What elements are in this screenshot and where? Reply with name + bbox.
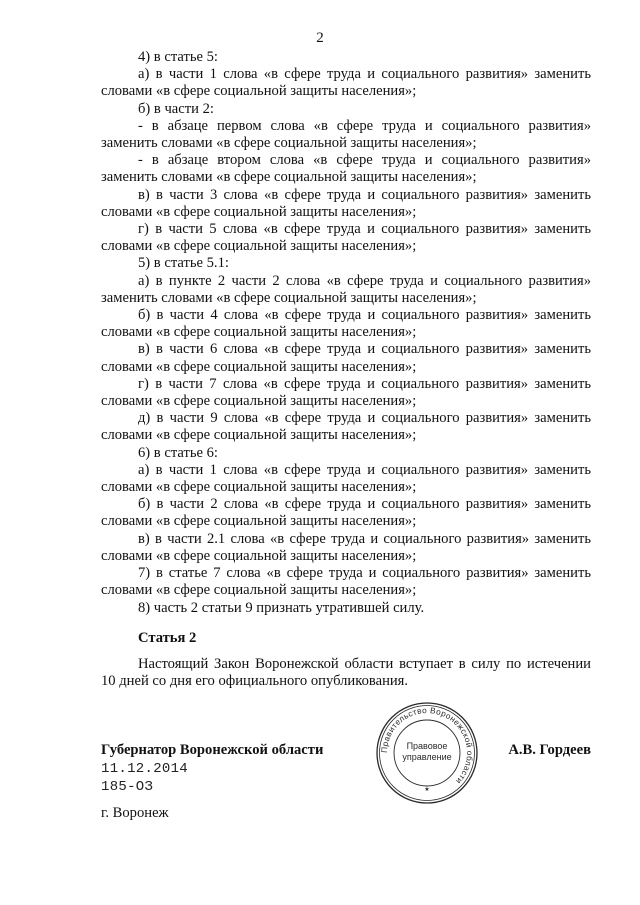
amendment-paragraph: д) в части 9 слова «в сфере труда и социального развития» заменить словами «в сфере социальной защиты населения»; xyxy=(101,410,591,444)
governor-name: А.В. Гордеев xyxy=(508,742,591,758)
city: г. Воронеж xyxy=(101,805,169,821)
amendment-paragraph: г) в части 7 слова «в сфере труда и социального развития» заменить словами «в сфере социальной защиты населения»; xyxy=(101,375,591,410)
amendment-paragraph: в) в части 6 слова «в сфере труда и социального развития» заменить словами «в сфере социальной защиты населения»; xyxy=(101,341,591,375)
page-number: 2 xyxy=(316,30,324,46)
amendment-paragraph: 4) в статье 5: xyxy=(138,49,218,65)
stamp-star-icon: ★ xyxy=(424,787,430,793)
amendment-paragraph: 7) в статье 7 слова «в сфере труда и социального развития» заменить словами «в сфере социальной защиты населения»; xyxy=(101,565,591,599)
amendment-paragraph: - в абзаце первом слова «в сфере труда и социального развития» заменить словами «в сфере социальной защиты населения»; xyxy=(101,117,591,152)
amendment-paragraph: б) в части 2: xyxy=(138,100,214,117)
governor-title: Губернатор Воронежской области xyxy=(101,742,324,758)
stamp-ring-text: Правительство Воронежской области xyxy=(379,705,475,786)
amendment-paragraph: в) в части 2.1 слова «в сфере труда и социального развития» заменить словами «в сфере социальной защиты населения»; xyxy=(101,530,591,564)
amendment-paragraph: б) в части 2 слова «в сфере труда и социального развития» заменить словами «в сфере социальной защиты населения»; xyxy=(101,496,591,530)
amendment-paragraph: - в абзаце втором слова «в сфере труда и социального развития» заменить словами «в сфере социальной защиты населения»; xyxy=(101,152,591,186)
amendment-paragraph: а) в части 1 слова «в сфере труда и социального развития» заменить словами «в сфере социальной защиты населения»; xyxy=(101,66,591,100)
amendment-paragraph: б) в части 4 слова «в сфере труда и социального развития» заменить словами «в сфере социальной защиты населения»; xyxy=(101,307,591,341)
amendment-paragraph: 6) в статье 6: xyxy=(138,444,218,461)
stamp-center-line2: управление xyxy=(402,752,452,762)
amendment-paragraph: в) в части 3 слова «в сфере труда и социального развития» заменить словами «в сфере социальной защиты населения»; xyxy=(101,186,591,220)
amendment-paragraph: а) в пункте 2 части 2 слова «в сфере труда и социального развития» заменить словами «в сфере социальной защиты населения»; xyxy=(101,272,591,306)
stamp-center-line1: Правовое xyxy=(406,741,448,751)
law-number: 185-ОЗ xyxy=(101,779,154,795)
article-2-text: Настоящий Закон Воронежской области вступает в силу по истечении 10 дней со дня его официального опубликования. xyxy=(101,655,591,690)
amendments-list xyxy=(101,49,591,617)
law-date: 11.12.2014 xyxy=(101,761,189,777)
amendment-paragraph: г) в части 5 слова «в сфере труда и социального развития» заменить словами «в сфере социальной защиты населения»; xyxy=(101,221,591,255)
official-stamp xyxy=(375,701,479,805)
amendment-paragraph: а) в части 1 слова «в сфере труда и социального развития» заменить словами «в сфере социальной защиты населения»; xyxy=(101,461,591,496)
article-2-heading: Статья 2 xyxy=(138,629,197,646)
amendment-paragraph: 5) в статье 5.1: xyxy=(138,255,229,272)
amendment-paragraph: 8) часть 2 статьи 9 признать утратившей силу. xyxy=(138,599,425,616)
document-body xyxy=(101,49,591,690)
